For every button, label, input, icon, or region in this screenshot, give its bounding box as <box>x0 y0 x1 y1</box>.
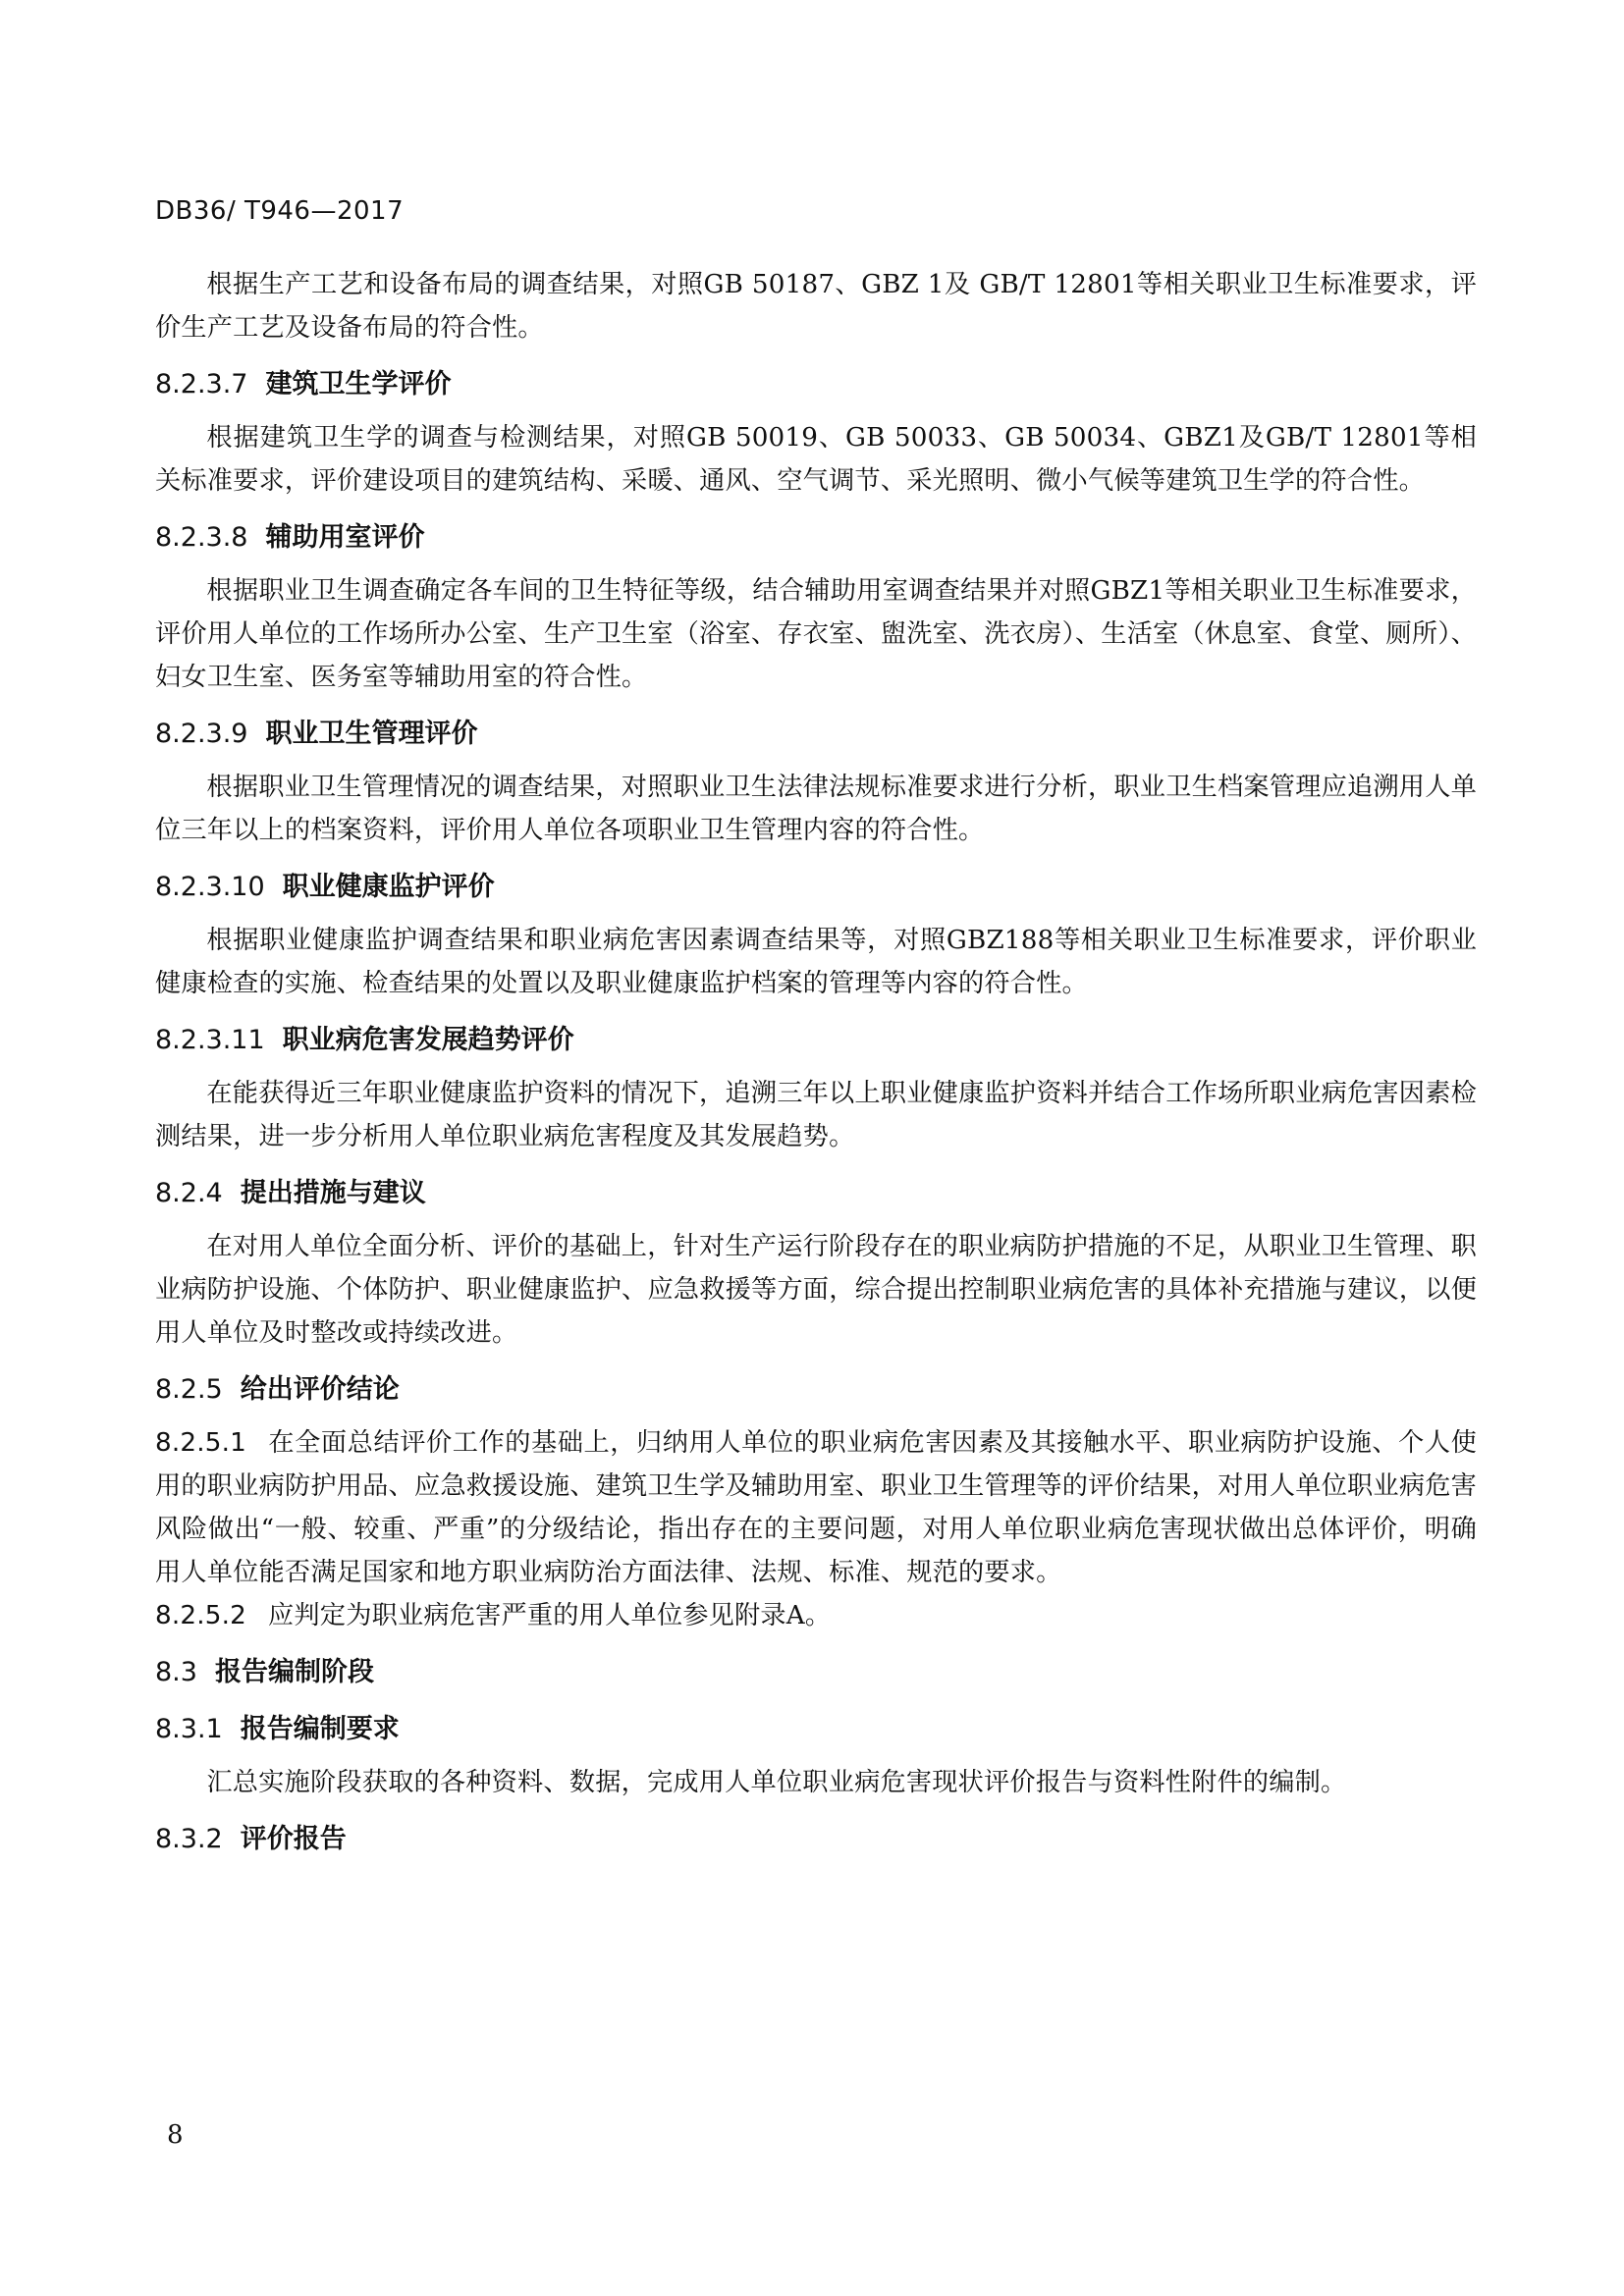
section-number: 8.2.3.9 <box>155 719 248 749</box>
body-paragraph: 根据职业健康监护调查结果和职业病危害因素调查结果等，对照GBZ188等相关职业卫生标准要求，评价职业健康检查的实施、检查结果的处置以及职业健康监护档案的管理等内容的符合性。 <box>155 926 1477 998</box>
section-title: 报告编制要求 <box>240 1714 400 1744</box>
section-number: 8.2.3.7 <box>155 369 248 400</box>
section-title: 辅助用室评价 <box>265 522 425 553</box>
section-number: 8.2.4 <box>155 1178 223 1208</box>
section-number: 8.2.3.8 <box>155 522 248 553</box>
section-title: 报告编制阶段 <box>214 1657 374 1687</box>
body-paragraph: 根据建筑卫生学的调查与检测结果，对照GB 50019、GB 50033、GB 50034、GBZ1及GB/T 12801等相关标准要求，评价建设项目的建筑结构、采暖、通风、空气调节、采光照明、微小气候等建筑卫生学的符合性。 <box>155 423 1477 496</box>
section-title: 职业病危害发展趋势评价 <box>282 1025 574 1055</box>
body-paragraph: 根据生产工艺和设备布局的调查结果，对照GB 50187、GBZ 1及 GB/T 12801等相关职业卫生标准要求，评价生产工艺及设备布局的符合性。 <box>155 270 1477 343</box>
section-title: 职业健康监护评价 <box>282 872 495 902</box>
body-paragraph: 汇总实施阶段获取的各种资料、数据，完成用人单位职业病危害现状评价报告与资料性附件的编制。 <box>206 1768 1347 1797</box>
numbered-clause <box>155 1594 1477 1637</box>
section-title: 给出评价结论 <box>240 1374 400 1405</box>
section-title: 评价报告 <box>240 1824 347 1854</box>
section-heading <box>155 1019 1477 1062</box>
numbered-clause <box>155 1421 1477 1594</box>
section-heading <box>155 516 1477 560</box>
document-code-header: DB36/ T946—2017 <box>155 196 405 226</box>
section-heading <box>155 866 1477 909</box>
section-heading <box>155 1818 1477 1861</box>
section-number: 8.3.1 <box>155 1714 223 1744</box>
clause-text: 应判定为职业病危害严重的用人单位参见附录A。 <box>268 1601 832 1630</box>
document-body <box>155 263 1477 1871</box>
section-number: 8.3 <box>155 1657 197 1687</box>
section-heading <box>155 1172 1477 1215</box>
page-number: 8 <box>167 2120 184 2150</box>
section-number: 8.2.5 <box>155 1374 223 1405</box>
section-title: 建筑卫生学评价 <box>265 369 452 400</box>
clause-number: 8.2.5.2 <box>155 1601 247 1630</box>
section-title: 提出措施与建议 <box>240 1178 426 1208</box>
section-heading <box>155 713 1477 756</box>
section-number: 8.2.3.11 <box>155 1025 265 1055</box>
section-heading <box>155 1708 1477 1751</box>
body-paragraph: 根据职业卫生管理情况的调查结果，对照职业卫生法律法规标准要求进行分析，职业卫生档案管理应追溯用人单位三年以上的档案资料，评价用人单位各项职业卫生管理内容的符合性。 <box>155 773 1477 845</box>
section-title: 职业卫生管理评价 <box>265 719 478 749</box>
body-paragraph: 在对用人单位全面分析、评价的基础上，针对生产运行阶段存在的职业病防护措施的不足，从职业卫生管理、职业病防护设施、个体防护、职业健康监护、应急救援等方面，综合提出控制职业病危害的具体补充措施与建议，以便用人单位及时整改或持续改进。 <box>155 1232 1477 1348</box>
clause-number: 8.2.5.1 <box>155 1428 247 1458</box>
body-paragraph: 根据职业卫生调查确定各车间的卫生特征等级，结合辅助用室调查结果并对照GBZ1等相关职业卫生标准要求，评价用人单位的工作场所办公室、生产卫生室（浴室、存衣室、盥洗室、洗衣房）、生活室（休息室、食堂、厕所）、妇女卫生室、医务室等辅助用室的符合性。 <box>155 576 1477 692</box>
section-number: 8.3.2 <box>155 1824 223 1854</box>
body-paragraph: 在能获得近三年职业健康监护资料的情况下，追溯三年以上职业健康监护资料并结合工作场所职业病危害因素检测结果，进一步分析用人单位职业病危害程度及其发展趋势。 <box>155 1079 1477 1151</box>
section-heading <box>155 1651 1477 1694</box>
section-heading <box>155 1368 1477 1412</box>
section-heading <box>155 363 1477 406</box>
clause-text: 在全面总结评价工作的基础上，归纳用人单位的职业病危害因素及其接触水平、职业病防护设施、个人使用的职业病防护用品、应急救援设施、建筑卫生学及辅助用室、职业卫生管理等的评价结果，对用人单位职业病危害风险做出“一般、较重、严重”的分级结论，指出存在的主要问题，对用人单位职业病危害现状做出总体评价，明确用人单位能否满足国家和地方职业病防治方面法律、法规、标准、规范的要求。 <box>155 1428 1477 1587</box>
section-number: 8.2.3.10 <box>155 872 265 902</box>
